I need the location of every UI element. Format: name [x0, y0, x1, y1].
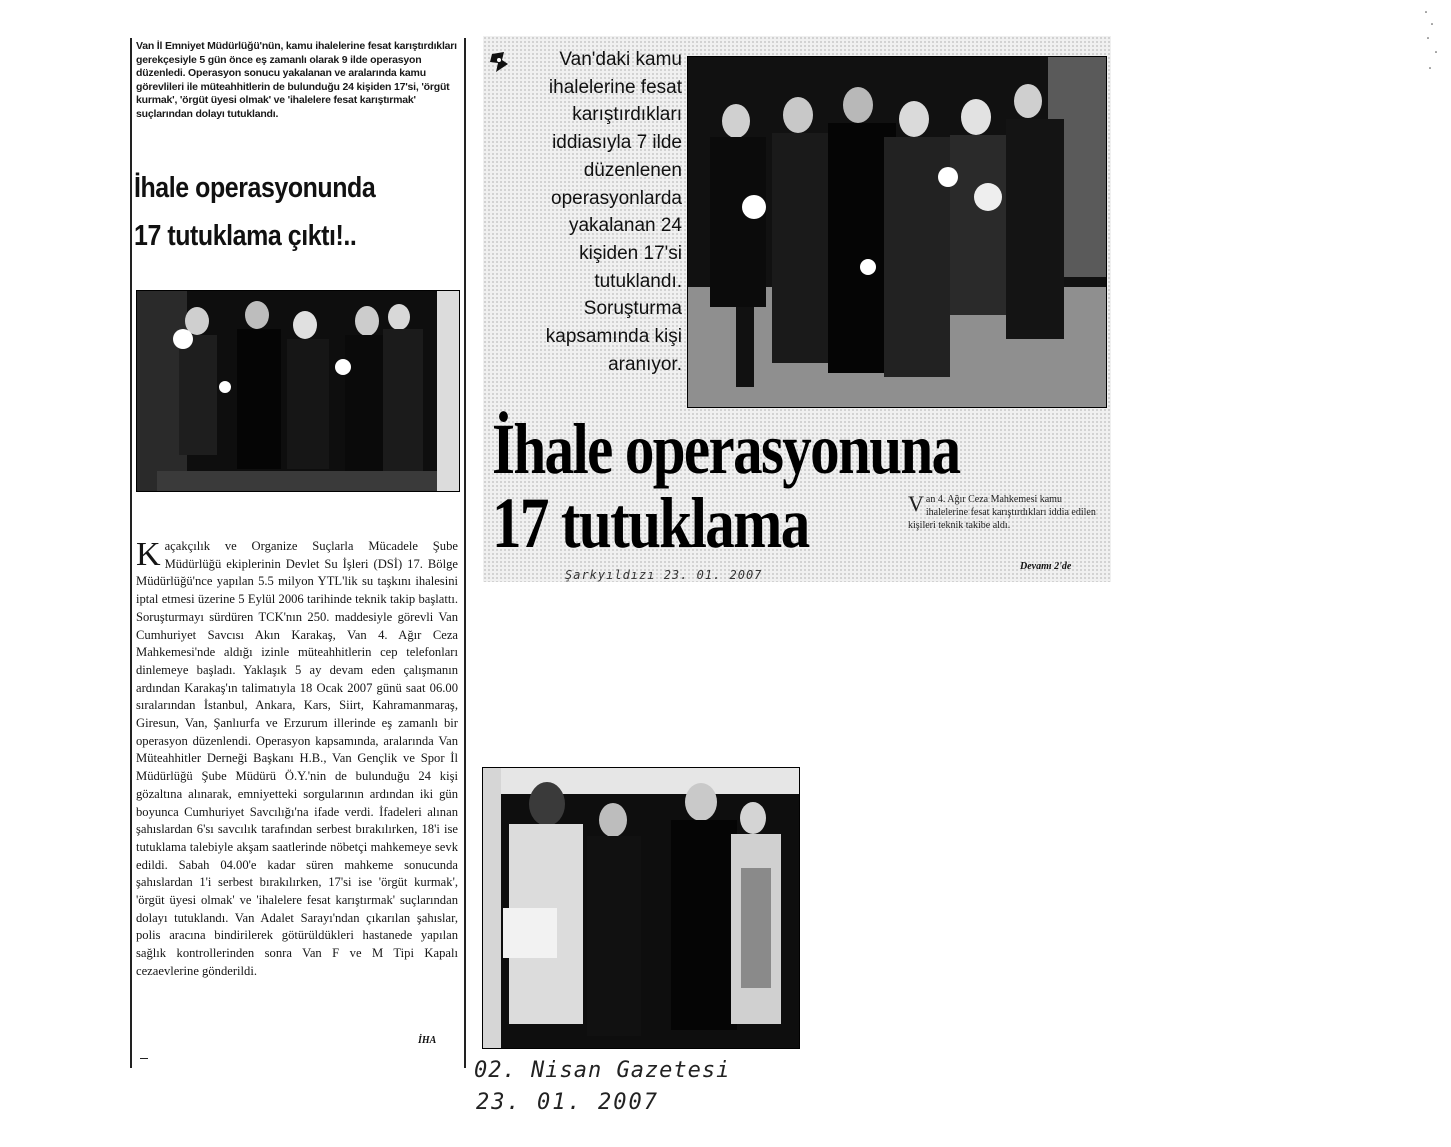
- clipping-tick-mark: [140, 1058, 148, 1059]
- handwritten-source-note: Şarkyıldızı 23. 01. 2007: [565, 568, 763, 582]
- kicker-line: iddiasıyla 7 ilde: [552, 132, 682, 154]
- left-headline-line2: 17 tutuklama çıktı!..: [134, 220, 357, 252]
- kicker-line: ihalelerine fesat: [548, 76, 682, 98]
- right-article-photo: [687, 56, 1107, 408]
- left-article-byline: İHA: [418, 1035, 437, 1046]
- kicker-line: düzenlenen: [583, 159, 682, 181]
- suspects-photo-illustration: [483, 768, 799, 1048]
- kicker-line: kapsamında kişi: [545, 326, 682, 348]
- left-headline-line1: İhale operasyonunda: [134, 172, 376, 204]
- left-article-headline: [134, 164, 418, 260]
- right-article-snippet: [908, 491, 1106, 532]
- bottom-photo: [482, 767, 800, 1049]
- right-snippet-text: an 4. Ağır Ceza Mahkemesi kamu ihalelerine fesat karıştırdıkları iddia edilen kişileri teknik takibe aldı.: [908, 494, 1096, 531]
- kicker-line: Van'daki kamu: [559, 49, 682, 70]
- scan-speckles: [1422, 8, 1442, 78]
- continued-label: Devamı 2'de: [1020, 561, 1072, 572]
- right-article-kicker: [506, 46, 682, 378]
- handwritten-date: 23. 01. 2007: [476, 1090, 659, 1115]
- handwritten-newspaper-name: 02. Nisan Gazetesi: [474, 1058, 731, 1083]
- kicker-line: operasyonlarda: [551, 187, 682, 209]
- left-article-body: [136, 538, 458, 981]
- kicker-line: tutuklandı.: [594, 270, 682, 292]
- arrest-photo-illustration: [688, 57, 1106, 407]
- left-article-photo: [136, 290, 460, 492]
- group-photo-illustration: [137, 291, 459, 491]
- right-headline-line1: İhale operasyonuna: [492, 409, 960, 489]
- kicker-line: kişiden 17'si: [579, 242, 682, 264]
- left-article-lead: Van İl Emniyet Müdürlüğü'nün, kamu ihalelerine fesat karıştırdıkları gerekçesiyle 5 gün önce eş zamanlı olarak 9 ilde operasyon düzenledi. Operasyon sonucu yakalanan ve aralarında kamu görevlileri ile müteahhitlerin de bulunduğu 24 kişiden 17'si, 'örgüt kurmak', 'örgüt üyesi olmak' ve 'ihalelere fesat karıştırmak' suçlarından dolayı tutuklandı.: [136, 40, 457, 120]
- left-body-text: açakçılık ve Organize Suçlarla Mücadele Şube Müdürlüğü ekiplerinin Devlet Su İşleri (DSİ) 17. Bölge Müdürlüğü'nce yapılan 5.5 milyon YTL'lik su taşkını ihalesini iptal etmesi üzerine 5 Eylül 2006 tarihinde teknik takip başlattı. Soruşturmayı sürdüren TCK'nın 250. maddesiyle görevli Van Cumhuriyet Savcısı Akın Karakaş, Van 4. Ağır Ceza Mahkemesi'nde aldığı izinle müteahhitlerin cep telefonları dinlemeye başladı. Yaklaşık 5 ay devam eden çalışmanın ardından Karakaş'ın talimatıyla 18 Ocak 2007 günü saat 06.00 sıralarından İstanbul, Ankara, Kars, Siirt, Kahramanmaraş, Giresun, Van, Şanlıurfa ve Erzurum illerinde eş zamanlı bir operasyon düzenlendi. Operasyon kapsamında, aralarında Van Müteahhitler Derneği Başkanı H.B., Van Gençlik ve Spor İl Müdürlüğü Şube Müdürü Ö.Y.'nin de bulunduğu 24 kişi gözaltına alınarak, emniyetteki sorgularının ardından iki gün boyunca Cumhuriyet Savcılığı'na ifade verdi. İfadeleri alınan şahıslardan 6'sı savcılık tarafından serbest bırakılırken, 18'i ise tutuklama talebiyle akşam saatlerinde nöbetçi mahkemeye sevk edildi. Sabah 04.00'e kadar süren mahkeme sonucunda şahıslardan 1'i serbest bırakılırken, 17'si ise 'örgüt kurmak', 'örgüt üyesi olmak' ve 'ihalelere fesat karıştırmak' suçlarından dolayı tutuklandı. Van Adalet Sarayı'ndan çıkarılan şahıslar, polis aracına bindirilerek götürüldükleri hastanede yapılan sağlık kontrollerinden sonra Van F ve M Tipi Kapalı cezaevlerine gönderildi.: [136, 539, 458, 978]
- kicker-line: aranıyor.: [608, 353, 682, 375]
- left-body-dropcap: K: [136, 536, 161, 573]
- kicker-line: yakalanan 24: [568, 215, 682, 237]
- right-snippet-dropcap: V: [908, 491, 924, 516]
- kicker-line: karıştırdıkları: [572, 104, 682, 126]
- right-article-headline: [492, 409, 1000, 563]
- kicker-line: Soruşturma: [583, 298, 682, 320]
- right-headline-line2: 17 tutuklama: [492, 483, 809, 563]
